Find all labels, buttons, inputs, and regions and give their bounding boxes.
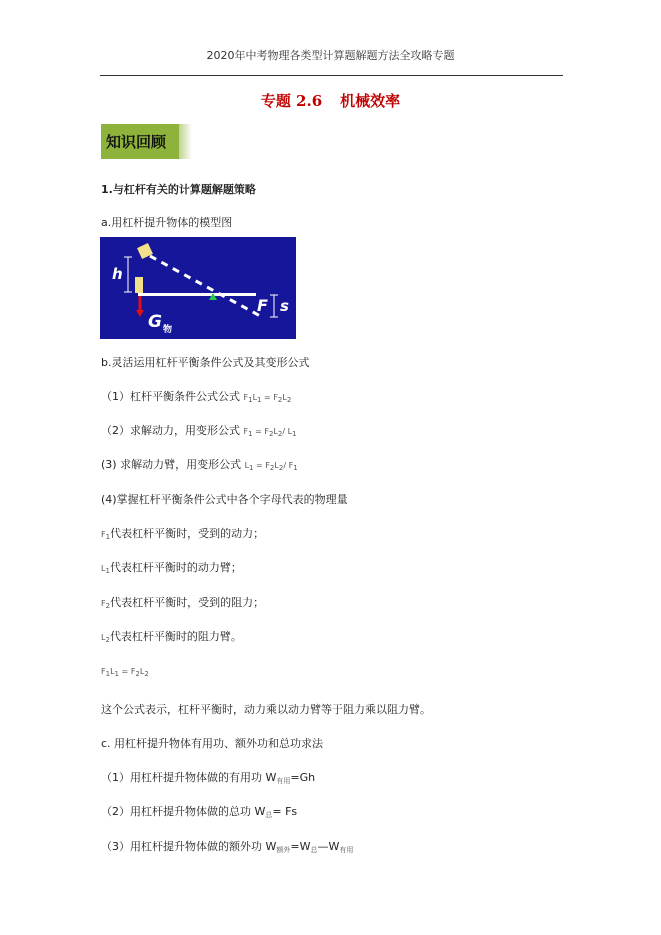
f-label: F	[257, 296, 268, 315]
definition-f2: $F_2$代表杠杆平衡时，受到的阻力；	[101, 596, 265, 610]
section-heading: 1.与杠杆有关的计算题解题策略	[101, 183, 256, 196]
balance-formula: F1L1 = F2L2	[101, 667, 149, 678]
work-item-2: （2）用杠杆提升物体做的总功 $W_总= Fs$	[101, 805, 298, 819]
work-item-3: （3）用杠杆提升物体做的额外功 $W_{额外}=W_总—W_{有用}$	[101, 840, 354, 854]
title-name: 机械效率	[340, 92, 401, 110]
formula-item-2: （2）求解动力，用变形公式 F1 = F2L2/ L1	[101, 424, 297, 438]
s-label: s	[280, 297, 289, 315]
lever-bar	[138, 293, 256, 296]
definition-f1: $F_1$代表杠杆平衡时，受到的动力；	[101, 527, 265, 541]
h-label: h	[112, 265, 123, 283]
header-divider	[100, 75, 563, 76]
formula-item-1: （1）杠杆平衡条件公式公式 F1L1 = F2L2	[101, 390, 292, 404]
object-original	[135, 277, 143, 293]
g-sub-label: 物	[163, 325, 173, 335]
section-badge-label: 知识回顾	[106, 133, 167, 151]
part-c-label: c. 用杠杆提升物体有用功、额外功和总功求法	[101, 737, 324, 750]
document-header: 2020年中考物理各类型计算题解题方法全攻略专题	[206, 49, 455, 62]
badge-shadow	[178, 124, 192, 159]
section-badge	[101, 124, 179, 159]
part-b-label: b.灵活运用杠杆平衡条件公式及其变形公式	[101, 356, 310, 369]
definition-l1: $L_1$代表杠杆平衡时的动力臂；	[101, 561, 242, 575]
part-a-label: a.用杠杆提升物体的模型图	[101, 216, 233, 229]
lever-model-figure	[100, 237, 296, 339]
formula-item-3: (3) 求解动力臂，用变形公式 L1 = F2L2/ F1	[101, 458, 298, 472]
title-number: 专题 2.6	[260, 92, 323, 110]
formula-item-4: (4)掌握杠杆平衡条件公式中各个字母代表的物理量	[101, 493, 348, 506]
formula-explanation: 这个公式表示，杠杆平衡时，动力乘以动力臂等于阻力乘以阻力臂。	[101, 703, 431, 716]
definition-l2: $L_2$代表杠杆平衡时的阻力臂。	[101, 630, 242, 644]
page-title	[0, 90, 661, 111]
work-item-1: （1）用杠杆提升物体做的有用功 $W_{有用}=Gh$	[101, 771, 316, 785]
lever-dashed	[150, 256, 262, 317]
g-label: G	[148, 312, 162, 332]
